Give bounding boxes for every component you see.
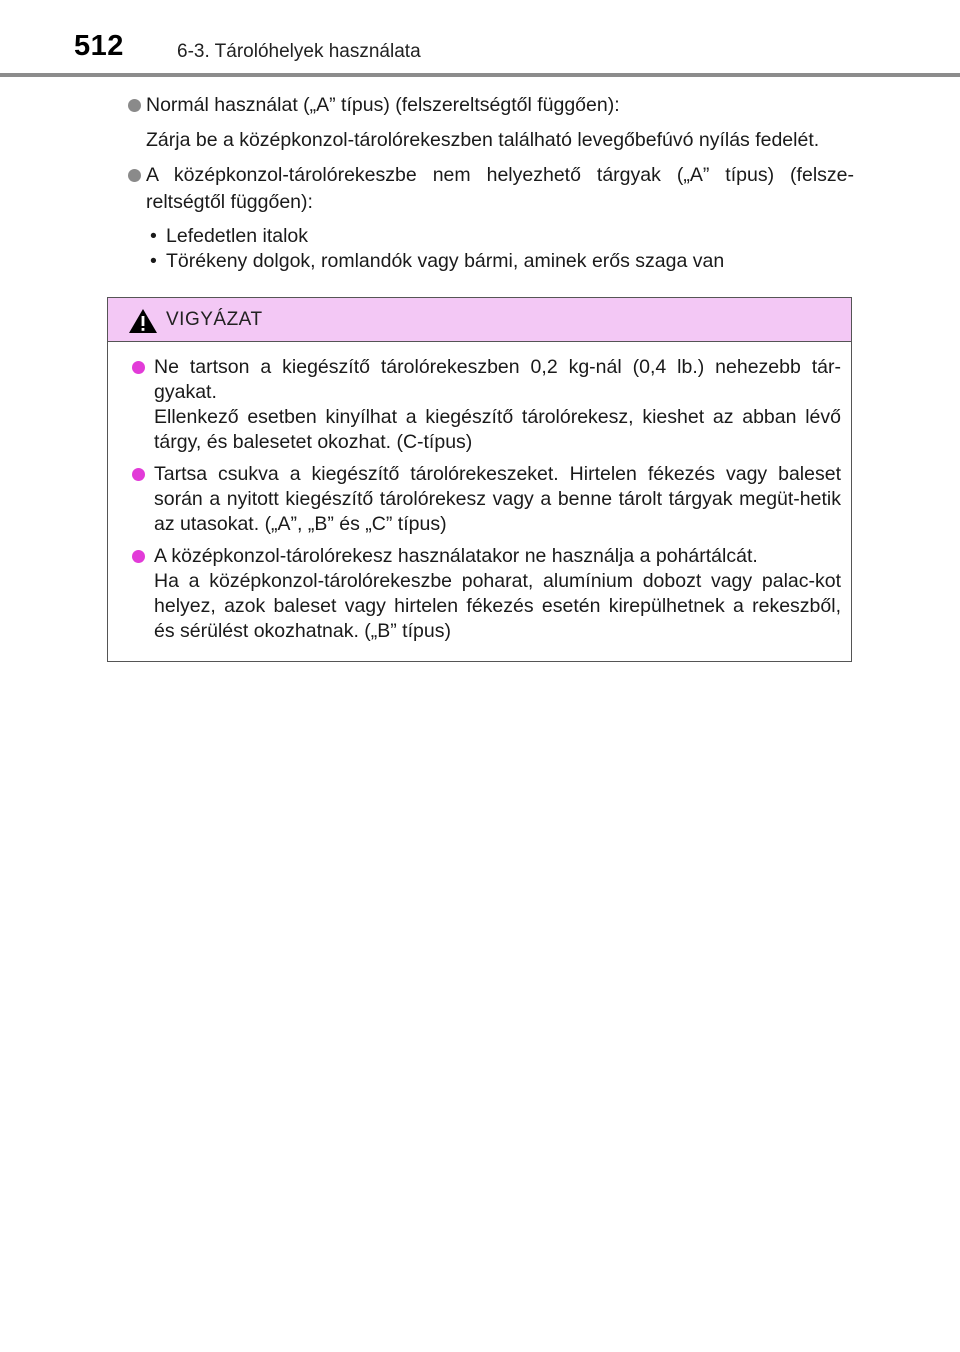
main-content: [128, 92, 854, 274]
caution-text: A középkonzol-tárolórekesz használatakor ne használja a pohártálcát.: [154, 545, 758, 567]
list-item-normal-use: [128, 92, 854, 119]
caution-item: [132, 355, 841, 455]
caution-text: Ellenkező esetben kinyílhat a kiegészítő tárolórekesz, kieshet az abban lévő tárgy, és balesetet okozhat. (C-típus): [154, 406, 841, 453]
caution-header: [108, 298, 851, 342]
header-divider: [0, 73, 960, 77]
warning-triangle-icon: [128, 308, 158, 334]
caution-text: Ha a középkonzol-tárolórekeszbe poharat, alumínium dobozt vagy palac-kot helyez, azok baleset vagy hirtelen fékezés esetén kirepülhetnek a rekeszből, és sérülést okozhatnak. („B” típus): [154, 570, 841, 642]
page-header: [0, 0, 960, 80]
caution-title: VIGYÁZAT: [166, 309, 263, 330]
item-title: A középkonzol-tárolórekeszbe nem helyezhető tárgyak („A” típus) (felsze-reltségtől függően):: [146, 164, 854, 213]
bullet-dot-icon: [132, 468, 145, 481]
caution-item: [132, 462, 841, 537]
item-description: Zárja be a középkonzol-tárolórekeszben található levegőbefúvó nyílás fedelét.: [146, 129, 820, 151]
caution-text: Tartsa csukva a kiegészítő tárolórekeszeket. Hirtelen fékezés vagy baleset során a nyitott kiegészítő tárolórekesz vagy a benne tárolt tárgyak megüt-hetik az utasokat. („A”, „B” és „C” típus): [154, 463, 841, 535]
bullet-dot-icon: [128, 169, 141, 182]
list-item: • Lefedetlen italok: [146, 224, 854, 249]
caution-item: [132, 544, 841, 644]
list-item-prohibited-objects: [128, 162, 854, 216]
page-number: 512: [74, 30, 124, 62]
bullet-dot-icon: [128, 99, 141, 112]
bullet-dot-icon: [132, 361, 145, 374]
caution-text: Ne tartson a kiegészítő tárolórekeszben 0,2 kg-nál (0,4 lb.) nehezebb tár-gyakat.: [154, 356, 841, 403]
bullet-dot-icon: [132, 550, 145, 563]
section-title: 6-3. Tárolóhelyek használata: [177, 41, 421, 62]
caution-body: [108, 342, 851, 644]
caution-box: [107, 297, 852, 662]
list-item: • Törékeny dolgok, romlandók vagy bármi, aminek erős szaga van: [146, 249, 854, 274]
item-title: Normál használat („A” típus) (felszereltségtől függően):: [146, 94, 620, 116]
prohibited-objects-list: [128, 224, 854, 274]
